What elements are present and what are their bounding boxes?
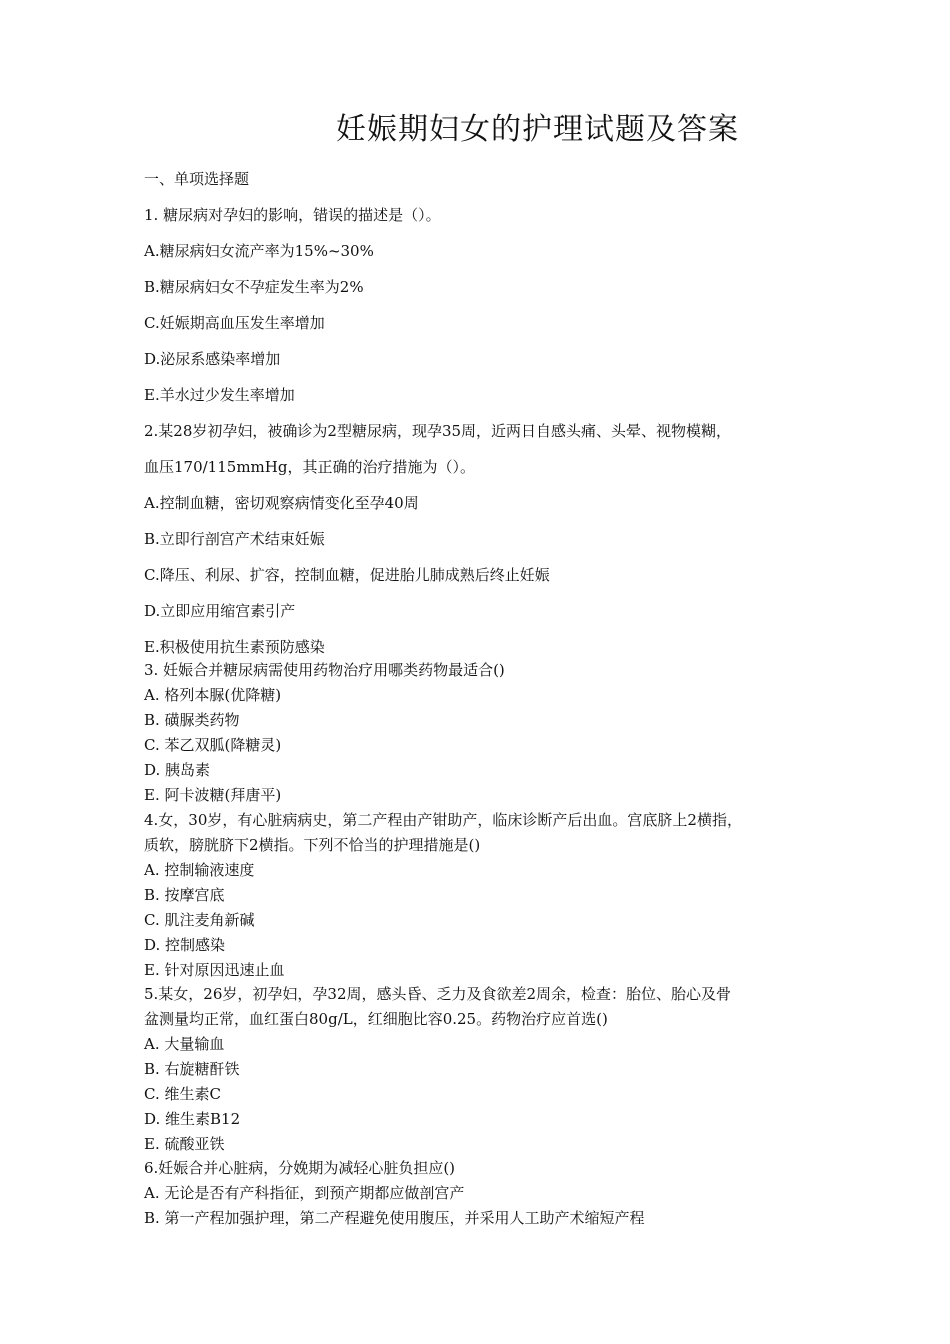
question-3-stem: 3. 妊娠合并糖尿病需使用药物治疗用哪类药物最适合() bbox=[144, 661, 505, 679]
question-5-option-b: B. 右旋糖酐铁 bbox=[144, 1060, 240, 1078]
section-heading: 一、单项选择题 bbox=[144, 170, 250, 188]
question-1-option-d: D.泌尿系感染率增加 bbox=[144, 350, 281, 368]
question-1-option-c: C.妊娠期高血压发生率增加 bbox=[144, 314, 325, 332]
question-4-option-a: A. 控制输液速度 bbox=[144, 861, 255, 879]
question-5-stem-line-2: 盆测量均正常，血红蛋白80g/L，红细胞比容0.25。药物治疗应首选() bbox=[144, 1010, 608, 1028]
question-2-stem-line-2: 血压170/115mmHg，其正确的治疗措施为（）。 bbox=[144, 458, 475, 476]
question-2-option-d: D.立即应用缩宫素引产 bbox=[144, 602, 296, 620]
question-4-option-d: D. 控制感染 bbox=[144, 936, 226, 954]
question-3-option-e: E. 阿卡波糖(拜唐平) bbox=[144, 786, 282, 804]
question-1-option-e: E.羊水过少发生率增加 bbox=[144, 386, 295, 404]
question-2-option-b: B.立即行剖宫产术结束妊娠 bbox=[144, 530, 325, 548]
question-6-option-b: B. 第一产程加强护理，第二产程避免使用腹压，并采用人工助产术缩短产程 bbox=[144, 1209, 645, 1227]
question-2-option-e: E.积极使用抗生素预防感染 bbox=[144, 638, 325, 656]
question-6-option-a: A. 无论是否有产科指征，到预产期都应做剖宫产 bbox=[144, 1184, 465, 1202]
question-3-option-d: D. 胰岛素 bbox=[144, 761, 211, 779]
question-5-option-c: C. 维生素C bbox=[144, 1085, 221, 1103]
question-3-option-b: B. 磺脲类药物 bbox=[144, 711, 240, 729]
question-2-option-a: A.控制血糖，密切观察病情变化至孕40周 bbox=[144, 494, 419, 512]
question-4-option-c: C. 肌注麦角新碱 bbox=[144, 911, 255, 929]
question-1-stem: 1. 糖尿病对孕妇的影响，错误的描述是（）。 bbox=[144, 206, 441, 224]
question-4-option-b: B. 按摩宫底 bbox=[144, 886, 225, 904]
question-5-stem-line-1: 5.某女，26岁，初孕妇，孕32周，感头昏、乏力及食欲差2周余，检查：胎位、胎心及骨 bbox=[144, 985, 732, 1003]
question-4-stem-line-2: 质软，膀胱脐下2横指。下列不恰当的护理措施是() bbox=[144, 836, 481, 854]
question-1-option-a: A.糖尿病妇女流产率为15%~30% bbox=[144, 242, 374, 260]
question-2-option-c: C.降压、利尿、扩容，控制血糖，促进胎儿肺成熟后终止妊娠 bbox=[144, 566, 550, 584]
question-4-stem-line-1: 4.女，30岁，有心脏病病史，第二产程由产钳助产，临床诊断产后出血。宫底脐上2横指， bbox=[144, 811, 742, 829]
question-3-option-a: A. 格列本脲(优降糖) bbox=[144, 686, 282, 704]
document-title: 妊娠期妇女的护理试题及答案 bbox=[336, 112, 739, 147]
question-5-option-d: D. 维生素B12 bbox=[144, 1110, 241, 1128]
question-2-stem-line-1: 2.某28岁初孕妇，被确诊为2型糖尿病，现孕35周，近两日自感头痛、头晕、视物模糊， bbox=[144, 422, 732, 440]
question-3-option-c: C. 苯乙双胍(降糖灵) bbox=[144, 736, 282, 754]
question-5-option-a: A. 大量输血 bbox=[144, 1035, 225, 1053]
question-5-option-e: E. 硫酸亚铁 bbox=[144, 1135, 225, 1153]
question-1-option-b: B.糖尿病妇女不孕症发生率为2% bbox=[144, 278, 364, 296]
question-6-stem: 6.妊娠合并心脏病，分娩期为减轻心脏负担应() bbox=[144, 1159, 456, 1177]
question-4-option-e: E. 针对原因迅速止血 bbox=[144, 961, 285, 979]
